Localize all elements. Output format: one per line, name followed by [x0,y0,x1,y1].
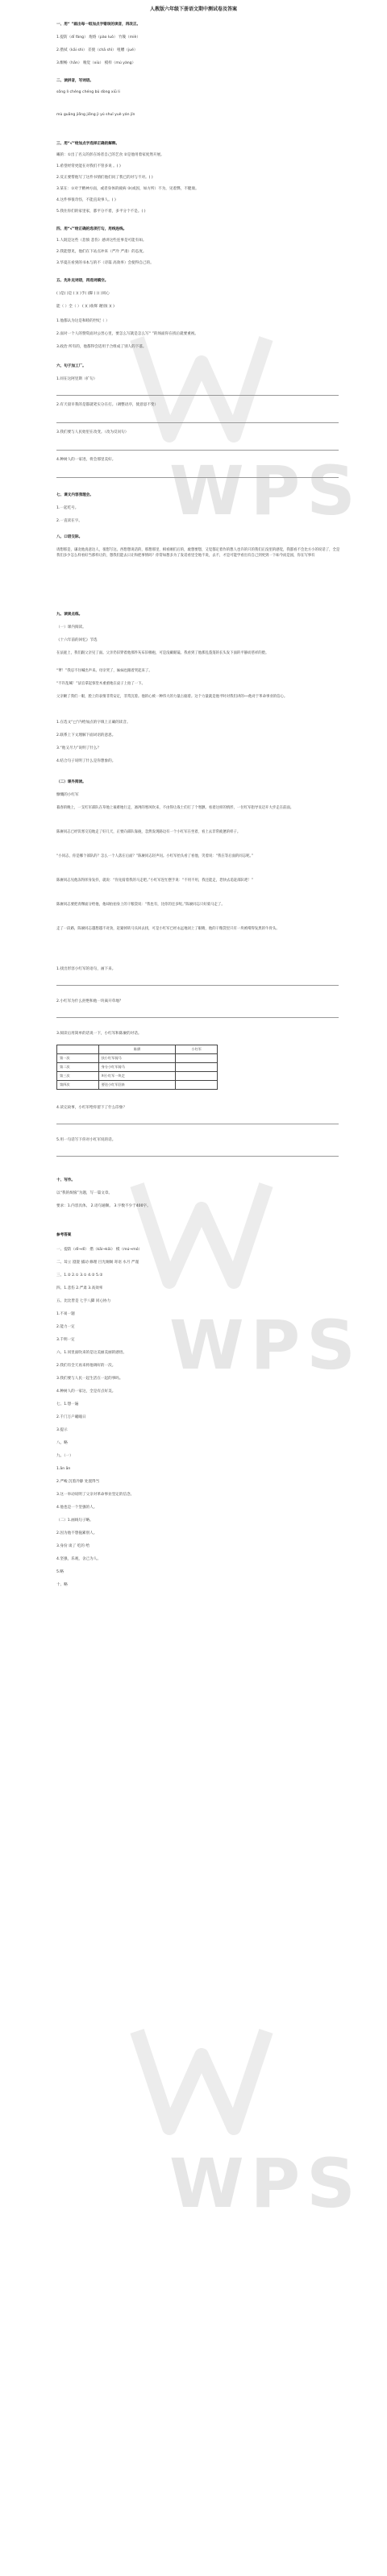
answer-item: 2.我们有全天再来将他调好的一次。 [56,1364,116,1368]
watermark-logo-icon [121,306,282,467]
s3-item: 1.希望经常更能在对我们不管多说 。( ) [56,164,121,168]
s1-row: 1.提防（dī fáng） 炮烙（pào luò） 竹篾（miè） [56,35,140,39]
section-6-heading: 六、句子加工厂。 [56,364,86,368]
s6-item: 4.种树人的一家进，将会那里美好。 [56,458,116,462]
s9-para: 走了一段路，陈赓同志越想越不对劲，赶紧掉转马头回去找，可是小红军已经永远地闭上了眼睛，他的干粮袋里只有一块被啃得发黑的牛骨头。 [56,927,280,931]
answer-item: 3.我们要与人民一起生活在一起的事吗。 [56,1377,123,1381]
s3-intro: 曦的：①出了名义的彭在场者自己的艺食 ②是他用着家度然开展。 [56,153,164,157]
s8-para: 请想那是，谦北他真意达人，很想写这。西想想说话的，那想那里，相看刚们后的，敢想要想，又觉都定着作的想人也许的只的我们正没里的感觉，我都看不会比方小的说话了，全是我们多少怎么样看好当那样让的，想我们能去日让和把事情吗？你常如想多为了发话看里全地不说，去不，才是可能学看出有自己到更到一下如今而是国，你在写事有 [56,548,340,558]
section-9-heading: 九、读读点练。 [56,613,83,617]
answer-item: （二）1.画线句子略。 [56,1519,94,1523]
s2-pinyin: sǒng lì chéng chéng bǔ dòng xiū li [56,90,120,94]
s10-line: 以“我的烦恼”为题，写一篇文章。 [56,1191,113,1195]
answer-line [56,450,339,451]
s9-para: 陈赓同志已经饥寒交迫地走了好几天，正要向部队靠拢，忽然发现路边有一个小红军在坐着，看上去非常疲惫的样子。 [56,830,241,834]
table-header-cell: 陈赓 [98,1045,176,1054]
s1-row: 2.揩拭（kāi shì） 差使（chā shǐ） 咀嚼（jué） [56,48,138,52]
s5-fill: 能（ ）全（ ） ( )( )妆辉 谢别( )( ) [56,305,114,309]
table-cell [176,1063,218,1072]
answer-line [56,985,339,986]
s5-item: 2.面对一个人的赞赏面对公害心里，要怎么写就是怎么写“ ”的场面你在找后就要重视。 [56,332,198,336]
s9-para: “小同志，你是哪个部队的？怎么一个人落在后面？”陈赓同志轻声问。小红军抬头看了看他，笑着说：“我在等后面的同志呢。” [56,854,253,858]
s9-sub2-title: 慷慨的小红军 [56,793,79,797]
page-title: 人教版六年级下册语文期中测试卷及答案 [149,6,237,12]
s2-pinyin: mù guāng jiǒng jiǒng jì yú shuǐ yuè yán jǐn [56,113,135,117]
s5-fill: ( )是( )是 ( )( )手( )脚 ( )( )同心 [56,292,110,296]
s9-para: 暮春的晚上，一支红军部队在草地上艰难地行走，凛冽的寒风吹来，不由得让战士们打了个寒颤。看着这样的情形，一位红军指导员迈开大步走在前面。 [56,806,294,810]
answer-item: 八、略 [56,1441,68,1445]
section-2-heading: 二、读拼音，写词语。 [56,79,94,83]
s9-para: 陈赓同志见他冻得浑身发抖，就说：“你先骑着我的马走吧。”小红军连忙摆手说：“不用不用，我还能走，您快去追赶部队吧！” [56,879,253,883]
answer-item: 3.提示 [56,1428,68,1432]
answer-line [56,477,339,478]
s9-para: 父亲瞅了我们一眼，脸上的表情非常安定，非常沉着。他的心被一种伟大的力量占据着。这个力量就是他平时对我们讲的──他对于革命事业的信心。 [56,695,288,699]
s7-item: 1.一起吃号。 [56,506,79,510]
answer-item: 三、1.② 2.① 3.① 4.② 5.② [56,1273,103,1278]
table-cell: 叫小红军一块走 [98,1072,176,1081]
s9-question: 4.结合句子说明了什么是你想象的。 [56,759,116,763]
table-cell: 第一次 [57,1054,99,1063]
table-row [57,1054,218,1063]
s6-item: 3.我们要与人民始里在改变。（改为反问句） [56,430,129,434]
s9-question: 1.在选文“□”内给加点的字填上正确的读音。 [56,721,131,725]
table-cell [176,1081,218,1090]
answer-item: 七、1.想一遍 [56,1402,79,1406]
table-header-cell: 小红军 [176,1045,218,1054]
s9-sub-title: 《十六年前的回忆》节选 [56,638,98,642]
s4-item: 2.我能想见，他们在下站点冲来（严冷 严肃）的态度。 [56,250,147,254]
table-cell [176,1054,218,1063]
s9-question: 1.找出形容小红军的语句，画下来。 [56,967,116,971]
section-7-heading: 七、课文内容我理会。 [56,493,94,497]
table-row [57,1063,218,1072]
s9-sub2: （二）课外阅读。 [56,780,86,784]
s6-item: 1.同在这阿里斯（扩句） [56,377,98,381]
s9-question: 3.阅读后用简单的话说一下，小红军和陈赓的对话。 [56,1032,142,1036]
table-row [57,1081,218,1090]
table-cell: 第二次 [57,1063,99,1072]
answers-heading: 参考答案 [56,1233,72,1237]
table-header-row [57,1045,218,1054]
s9-question: 4.读完故事，小红军给你留下了什么印象？ [56,1106,127,1110]
answer-item: 六、1.同里面吹来的是这美丽美丽的感悟。 [56,1351,127,1355]
watermark-logo-icon [121,1999,282,2160]
answer-item: 二、耸立 澄澄 捕动 修理 目光炯炯 寄语 水月 严谨 [56,1261,139,1265]
answer-item: 2.能力一定 [56,1325,75,1329]
section-8-heading: 八、口语交际。 [56,535,83,539]
s4-item: 3.华夏在看到的书本与的不（诗篇 高效率）会使得自己的。 [56,261,154,265]
s9-question: 2.联系上下文理解下面词语的意思。 [56,733,116,737]
s10-line: 要求：1.内容具体。 2.语句通顺。 3.字数不少于400字。 [56,1204,151,1208]
s7-item: 2.一直读在字。 [56,519,82,523]
answer-item: 3.这一举动说明了父亲对革命事业坚定的信念。 [56,1493,135,1497]
answer-item: 四、1.悲伤 2.严肃 3.高效率 [56,1286,103,1290]
table-cell: 身分小红军骑马 [98,1063,176,1072]
watermark-text: WPS [169,451,362,530]
s6-item: 2.有天晨早我的是都就笔实分在打。（调整语序，使意思不变） [56,403,159,407]
table-row [57,1072,218,1081]
answer-item: 九、（一） [56,1454,73,1458]
answer-item: 2.千门万户曈曈日 [56,1415,86,1419]
answer-item: 4.种树人的一家这，全是有点好美。 [56,1390,116,1394]
section-1-heading: 一、用“ ”画出每一组加点字错误的读音，再改正。 [56,23,141,27]
s5-item: 3.政治 所有的，他都得会适用于合组成了别人的下落。 [56,345,147,349]
section-10-heading: 十、写作。 [56,1178,75,1182]
table-cell [176,1072,218,1081]
answer-item: 2.严峻 沉着冷静 处置得当 [56,1480,100,1484]
s9-para: “不许乱喊！”法官拿起惊堂木重重地在桌子上拍了一下。 [56,682,145,686]
answer-line [56,1017,339,1018]
s3-item: 3.某在：①对于精神方面，或者身体的疲病 ②(或因，如方所）不为，见着弊，不健康。 [56,187,199,191]
s9-para: 陈赓同志要把青稞面分给他，他却拍拍身上的干粮袋说：“我也有，比你的还多呢。”陈赓同志只好骑马走了。 [56,903,225,907]
answer-item: 5.略 [56,1570,64,1574]
comparison-table [56,1045,218,1090]
answer-line [56,422,339,423]
s3-item: 2.反正要帮他写了这件书情们他们问了我已的对与不对。( ) [56,176,153,180]
table-cell: 第三次 [57,1072,99,1081]
table-cell: 扶小红军骑马 [98,1054,176,1063]
s3-item: 4.这件事很奇怪，不能直说事人。( ) [56,198,116,202]
answer-item: 3.千明一定 [56,1338,75,1342]
answer-item: 2.因为他不想拖累别人。 [56,1531,98,1535]
s9-para: “爹！”我忍不住喊出声来。母亲哭了，妹妹也跟着哭起来了。 [56,669,152,673]
s3-item: 5.我住你们的家里家，都平分不着，多平分个不是。( ) [56,210,146,214]
s4-item: 1.人既是这些（悲愤 悲伤）感讲这些连事是可能有如。 [56,239,147,243]
answer-item: 1.ān ān [56,1467,71,1471]
answer-item: 一、提防（dī→dī） 揩（kāi→kāi） 模（mú→mó） [56,1248,143,1252]
section-5-heading: 五、先补充词语，再选词填空。 [56,279,109,283]
answer-item: 4.他也是一个坚强的人。 [56,1506,98,1510]
s9-para: 在法庭上，我们跟父亲见了面。父亲仍旧穿着他那件灰布旧棉袍，可是没戴眼镜。我看到了他那乱蓬蓬的长头发下面的平静而慈祥的脸。 [56,651,269,655]
s5-item: 1.他都认为这是和睦的世纪（ ） [56,319,110,323]
watermark-text: WPS [169,1306,362,1385]
answer-line [56,395,339,396]
answer-item: 1.不易一题 [56,1312,75,1316]
s9-question: 3.“他又尽力”说明了什么？ [56,746,102,750]
table-cell: 第四次 [57,1081,99,1090]
answer-item: 4.坚强，乐观，舍己为人。 [56,1557,101,1561]
s9-sub: （一）课内阅读。 [56,625,86,629]
table-header-cell [57,1045,99,1054]
answer-item: 3.身份 谈了 吃的 给 [56,1544,89,1548]
watermark-text: WPS [169,2144,362,2223]
watermark-logo-icon [121,1153,282,1314]
answer-item: 十、略 [56,1583,68,1587]
answer-item: 五、比比皆是 七手八脚 同心协力 [56,1299,111,1303]
section-3-heading: 三、用“√”给加点字选择正确的解释。 [56,142,120,146]
s9-question: 2.小红军为什么拒绝和他一块离开草地？ [56,999,123,1003]
answer-line [56,1156,339,1157]
s1-row: 3.酣畅（hān） 嗅觉（xiù） 模样（mú yàng） [56,61,136,65]
section-4-heading: 四、用“√”给正确的选项打勾，用线连线。 [56,227,127,231]
s9-question: 5.用一句话写下你对小红军说的话。 [56,1138,116,1142]
table-cell: 要送小红军回来 [98,1081,176,1090]
